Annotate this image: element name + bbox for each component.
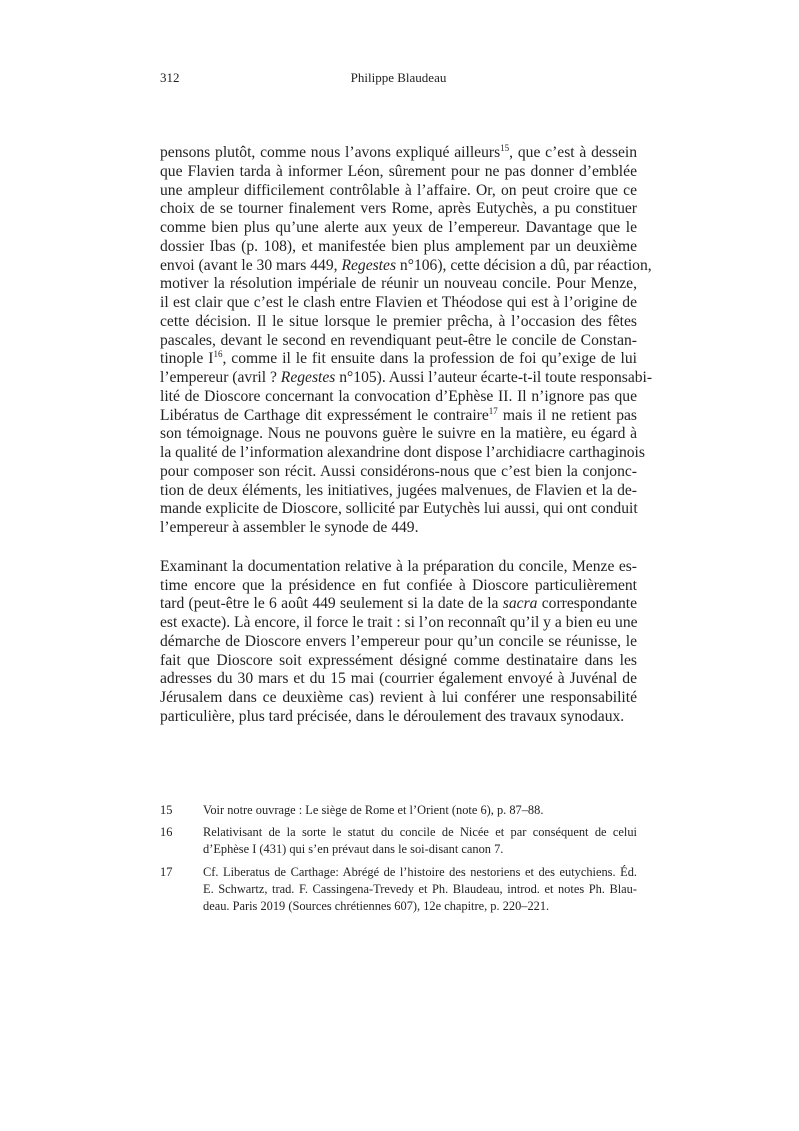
text-line: particulière, plus tard précisée, dans le déroulement des travaux synodaux.: [160, 707, 625, 725]
text-line: une ampleur difficilement contrôlable à l’affaire. Or, on peut croire que ce: [160, 181, 637, 199]
text-line: [160, 407, 637, 426]
text-line: son témoignage. Nous ne pouvons guère le suivre en la matière, eu égard à: [160, 425, 637, 443]
text-line: [160, 595, 637, 614]
text-segment: , que c’est à dessein: [509, 144, 638, 161]
text-line: [160, 144, 637, 163]
text-segment: n°105). Aussi l’auteur écarte-t-il toute responsabi-: [335, 369, 653, 386]
paragraph: [160, 558, 637, 727]
text-line: tion de deux éléments, les initiatives, jugées malvenues, de Flavien et la de-: [160, 481, 637, 499]
text-line: que Flavien tarda à informer Léon, sûrement pour ne pas donner d’emblée: [160, 162, 637, 180]
italic-text: Regestes: [341, 256, 397, 274]
text-line: pascales, devant le second en revendiquant peut-être le concile de Constan-: [160, 331, 637, 349]
text-line: Jérusalem dans ce deuxième cas) revient à lui conférer une responsabilité: [160, 689, 637, 706]
text-line: Relativisant de la sorte le statut du concile de Nicée et par conséquent de celui: [203, 825, 637, 840]
paragraph: [160, 143, 653, 538]
footnote-ref: 16: [213, 349, 223, 360]
text-line: démarche de Dioscore envers l’empereur pour qu’un concile se réunisse, le: [160, 632, 637, 650]
text-segment: pensons plutôt, comme nous l’avons expliqué ailleurs: [160, 144, 501, 161]
text-line: Examinant la documentation relative à la préparation du concile, Menze es-: [160, 557, 637, 575]
text-line: Voir notre ouvrage : Le siège de Rome et l’Orient (note 6), p. 87–88.: [203, 803, 544, 817]
text-line: lité de Dioscore concernant la convocation d’Ephèse II. Il n’ignore pas que: [160, 387, 637, 405]
body-text: [160, 143, 653, 747]
text-segment: tinople I: [160, 350, 214, 368]
text-line: fait que Dioscore soit expressément désigné comme destinataire dans les: [160, 651, 637, 669]
text-segment: , comme il le fit ensuite dans la profession de foi qu’exige de lui: [222, 350, 638, 368]
text-line: [160, 369, 653, 388]
footnote-number: 17: [160, 864, 173, 879]
text-line: la qualité de l’information alexandrine dont dispose l’archidiacre carthaginois: [160, 444, 645, 461]
italic-text: Regestes: [280, 369, 336, 386]
text-segment: correspondante: [537, 595, 638, 613]
footnote-ref: 15: [500, 143, 510, 153]
text-line: Cf. Liberatus de Carthage: Abrégé de l’histoire des nestoriens et des eutychiens. Éd.: [203, 864, 637, 879]
text-segment: n°106), cette décision a dû, par réaction,: [396, 256, 652, 274]
text-line: E. Schwartz, trad. F. Cassingena-Trevedy et Ph. Blaudeau, introd. et notes Ph. Blau-: [203, 881, 637, 896]
footnote-text: [203, 802, 637, 819]
text-line: il est clair que c’est le clash entre Flavien et Théodose qui est à l’origine de: [160, 294, 637, 311]
text-segment: envoi (avant le 30 mars 449,: [160, 256, 342, 274]
footnote-ref: 17: [488, 405, 498, 416]
footnote: [160, 864, 637, 916]
italic-text: sacra: [502, 595, 538, 613]
text-line: time encore que la présidence en fut confiée à Dioscore particulièrement: [160, 576, 637, 594]
text-line: [160, 350, 637, 369]
footnote-number: 16: [160, 825, 173, 840]
footnote: [160, 824, 637, 858]
text-segment: mais il ne retient pas: [497, 406, 637, 424]
footnote-text: [203, 824, 637, 858]
text-line: [160, 256, 652, 276]
text-line: d’Ephèse I (431) qui s’en prévaut dans le soi-disant canon 7.: [203, 842, 504, 857]
text-line: dossier Ibas (p. 108), et manifestée bien plus amplement par un deuxième: [160, 237, 637, 255]
footnotes: [160, 802, 637, 920]
text-line: choix de se tourner finalement vers Rome, après Eutychès, a pu constituer: [160, 200, 637, 218]
running-head: Philippe Blaudeau: [350, 70, 447, 85]
footnote: [160, 802, 637, 819]
text-line: est exacte). Là encore, il force le trait : si l’on reconnaît qu’il y a bien eu une: [160, 614, 638, 631]
text-line: deau. Paris 2019 (Sources chrétiennes 607), 12e chapitre, p. 220–221.: [203, 898, 550, 913]
text-segment: tard (peut-être le 6 août 449 seulement si la date de la: [160, 595, 503, 613]
text-segment: l’empereur (avril ?: [160, 369, 281, 386]
text-line: adresses du 30 mars et du 15 mai (courrier également envoyé à Juvénal de: [160, 670, 637, 688]
text-line: pour composer son récit. Aussi considérons-nous que c’est bien la conjonc-: [160, 462, 637, 480]
text-line: l’empereur à assembler le synode de 449.: [160, 519, 419, 536]
text-segment: Libératus de Carthage dit expressément le contraire: [160, 406, 489, 424]
text-line: mande explicite de Dioscore, sollicité par Eutychès lui aussi, qui ont conduit: [160, 500, 638, 518]
footnote-text: [203, 864, 637, 916]
text-line: comme bien plus qu’une alerte aux yeux de l’empereur. Davantage que le: [160, 219, 637, 236]
footnote-number: 15: [160, 803, 173, 817]
text-line: cette décision. Il le situe lorsque le premier prêcha, à l’occasion des fêtes: [160, 312, 637, 330]
text-line: motiver la résolution impériale de réunir un nouveau concile. Pour Menze,: [160, 275, 637, 293]
page-number: 312: [160, 70, 180, 85]
